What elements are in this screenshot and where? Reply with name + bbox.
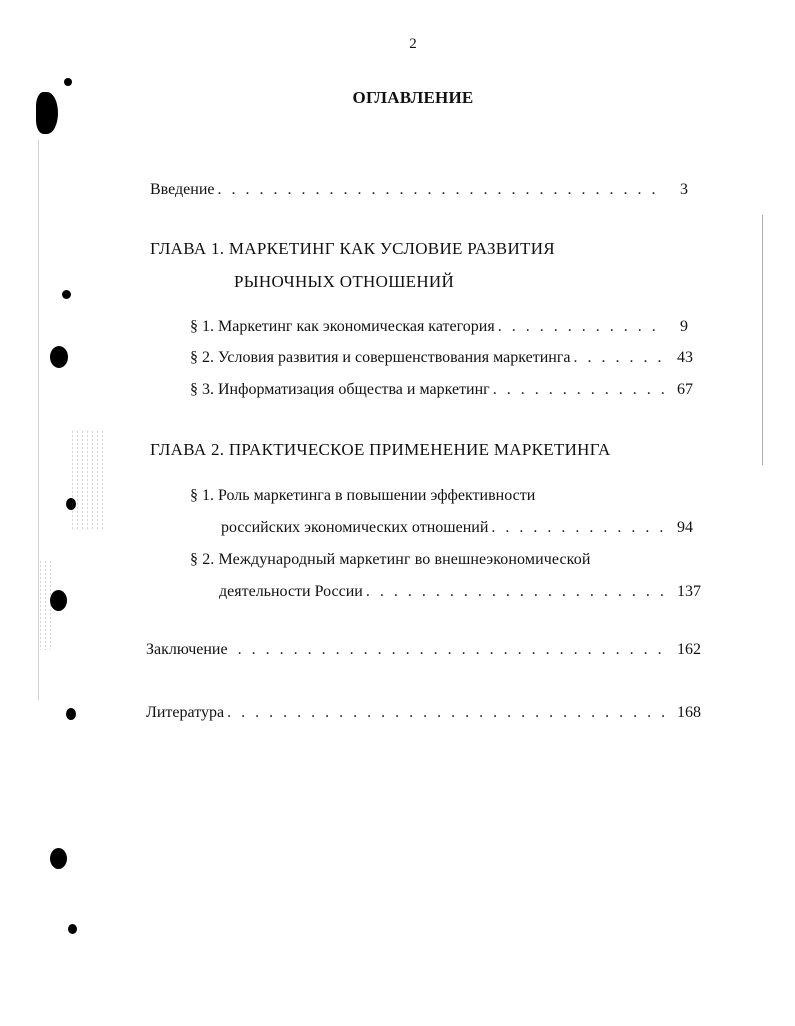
toc-entry-page: 137: [677, 583, 701, 600]
toc-entry-page: 9: [680, 318, 688, 335]
toc-entry-label: российских экономических отношений: [221, 519, 489, 536]
toc-entry-ch2-s1-line1: § 1. Роль маркетинга в повышении эффективности: [190, 487, 536, 504]
chapter-1-heading: ГЛАВА 1. МАРКЕТИНГ КАК УСЛОВИЕ РАЗВИТИЯ: [150, 239, 555, 258]
toc-entry-label: Заключение: [146, 641, 228, 658]
toc-entry-page: 3: [680, 181, 688, 198]
toc-entry-label: § 1. Маркетинг как экономическая категория: [190, 318, 495, 335]
toc-entry-label: § 2. Условия развития и совершенствования маркетинга: [190, 349, 571, 366]
toc-entry-ch1-s3: [190, 381, 693, 399]
toc-entry-label: § 3. Информатизация общества и маркетинг: [190, 381, 490, 398]
toc-entry-label: Введение: [150, 181, 215, 198]
dot-leader: [498, 318, 664, 336]
dot-leader: [491, 519, 669, 537]
toc-entry-ch2-s1: [221, 519, 693, 537]
toc-entry-conclusion: [146, 641, 701, 659]
dot-leader: [238, 641, 671, 659]
dot-leader: [227, 704, 671, 722]
scan-edge-line: [762, 215, 763, 465]
dot-leader: [493, 381, 669, 399]
toc-entry-ch2-s2-line1: § 2. Международный маркетинг во внешнеэкономической: [190, 551, 591, 568]
toc-entry-page: 162: [677, 641, 701, 658]
toc-entry-label: Литература: [146, 704, 225, 721]
binding-hole: [50, 848, 67, 869]
toc-entry-page: 168: [677, 704, 701, 721]
page-number: 2: [409, 36, 417, 52]
toc-entry-literature: [146, 704, 701, 722]
binding-hole: [62, 290, 71, 299]
toc-entry-ch1-s2: [190, 349, 693, 367]
toc-entry-page: 67: [677, 381, 693, 398]
binding-hole: [66, 708, 76, 720]
dot-leader: [366, 583, 671, 601]
page-title: ОГЛАВЛЕНИЕ: [352, 88, 474, 107]
dot-leader: [218, 181, 665, 199]
chapter-2-heading: ГЛАВА 2. ПРАКТИЧЕСКОЕ ПРИМЕНЕНИЕ МАРКЕТИНГА: [150, 440, 611, 459]
chapter-1-heading-continued: РЫНОЧНЫХ ОТНОШЕНИЙ: [234, 272, 455, 291]
toc-entry-ch1-s1: [190, 318, 688, 336]
binding-hole: [50, 590, 67, 611]
toc-entry-page: 94: [677, 519, 693, 536]
toc-entry-page: 43: [677, 349, 693, 366]
dot-leader: [573, 349, 669, 367]
scan-noise: [70, 430, 106, 530]
binding-hole: [64, 78, 72, 86]
toc-entry-label: деятельности России: [219, 583, 363, 600]
toc-entry-intro: [150, 181, 688, 199]
toc-entry-ch2-s2: [219, 583, 701, 601]
scan-noise: [38, 560, 52, 650]
binding-hole: [50, 346, 68, 368]
binding-hole: [68, 924, 77, 934]
